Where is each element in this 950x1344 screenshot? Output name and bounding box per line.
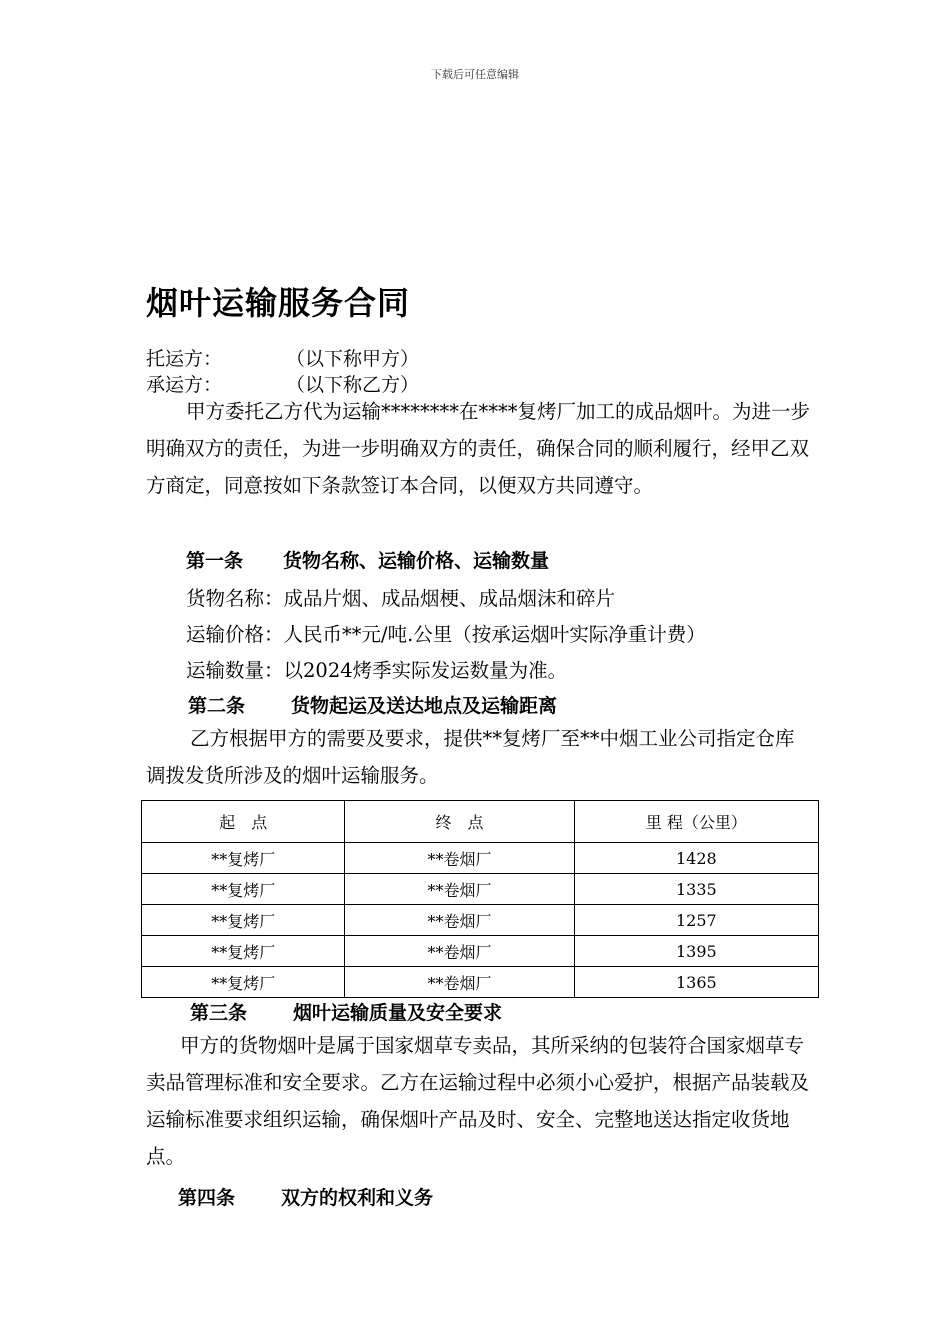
intro-block: [146, 393, 810, 504]
article-3-block: [146, 1027, 810, 1175]
article-title: 烟叶运输质量及安全要求: [293, 1002, 503, 1024]
table-row: [142, 905, 819, 936]
cell-distance: 1257: [574, 905, 818, 936]
cell-distance: 1365: [574, 967, 818, 998]
article-4-heading: [178, 1183, 433, 1210]
transport-quantity-line: 运输数量：以2024烤季实际发运数量为准。: [186, 659, 568, 682]
intro-paragraph: 甲方委托乙方代为运输********在****复烤厂加工的成品烟叶。为进一步明确双方的责任，为进一步明确双方的责任，确保合同的顺利履行，经甲乙双方商定，同意按如下条款签订本合同，以便双方共同遵守。: [146, 400, 811, 497]
party-note: （以下称乙方）: [286, 374, 420, 396]
article-number: 第一条: [186, 550, 244, 572]
article-title: 货物起运及送达地点及运输距离: [291, 695, 558, 717]
cell-distance: 1395: [574, 936, 818, 967]
article-2-paragraph: 乙方根据甲方的需要及要求，提供**复烤厂至**中烟工业公司指定仓库调拨发货所涉及的烟叶运输服务。: [146, 727, 795, 787]
cell-destination: **卷烟厂: [345, 936, 574, 967]
article-number: 第三条: [190, 1002, 248, 1024]
cell-origin: **复烤厂: [142, 874, 345, 905]
cell-destination: **卷烟厂: [345, 967, 574, 998]
document-title: 烟叶运输服务合同: [146, 284, 411, 322]
goods-name-line: 货物名称：成品片烟、成品烟梗、成品烟沫和碎片: [186, 587, 616, 610]
route-distance-table: [141, 800, 819, 998]
header-note: 下载后可任意编辑: [431, 68, 519, 81]
table-row: [142, 874, 819, 905]
transport-price-line: 运输价格：人民币**元/吨.公里（按承运烟叶实际净重计费）: [186, 623, 706, 646]
cell-destination: **卷烟厂: [345, 874, 574, 905]
article-3-paragraph: 甲方的货物烟叶是属于国家烟草专卖品，其所采纳的包装符合国家烟草专卖品管理标准和安全要求。乙方在运输过程中必须小心爱护，根据产品装载及运输标准要求组织运输，确保烟叶产品及时、安全、完整地送达指定收货地点。: [146, 1034, 810, 1168]
table-row: [142, 936, 819, 967]
cell-destination: **卷烟厂: [345, 905, 574, 936]
party-consignor: [146, 347, 419, 371]
article-3-heading: [190, 998, 502, 1025]
cell-origin: **复烤厂: [142, 843, 345, 874]
cell-distance: 1428: [574, 843, 818, 874]
cell-distance: 1335: [574, 874, 818, 905]
article-number: 第四条: [178, 1187, 236, 1209]
party-label: 托运方：: [146, 348, 223, 370]
cell-destination: **卷烟厂: [345, 843, 574, 874]
article-number: 第二条: [188, 695, 246, 717]
article-1-heading: [186, 546, 549, 573]
table-row: [142, 843, 819, 874]
header-distance: 里 程（公里）: [574, 801, 818, 843]
party-label: 承运方：: [146, 374, 223, 396]
table-row: [142, 967, 819, 998]
cell-origin: **复烤厂: [142, 905, 345, 936]
header-origin: 起 点: [142, 801, 345, 843]
article-2-heading: [188, 691, 557, 718]
cell-origin: **复烤厂: [142, 967, 345, 998]
party-note: （以下称甲方）: [286, 348, 420, 370]
table-header-row: [142, 801, 819, 843]
article-title: 货物名称、运输价格、运输数量: [283, 550, 550, 572]
article-2-block: [146, 720, 810, 794]
article-title: 双方的权利和义务: [281, 1187, 434, 1209]
cell-origin: **复烤厂: [142, 936, 345, 967]
header-destination: 终 点: [345, 801, 574, 843]
